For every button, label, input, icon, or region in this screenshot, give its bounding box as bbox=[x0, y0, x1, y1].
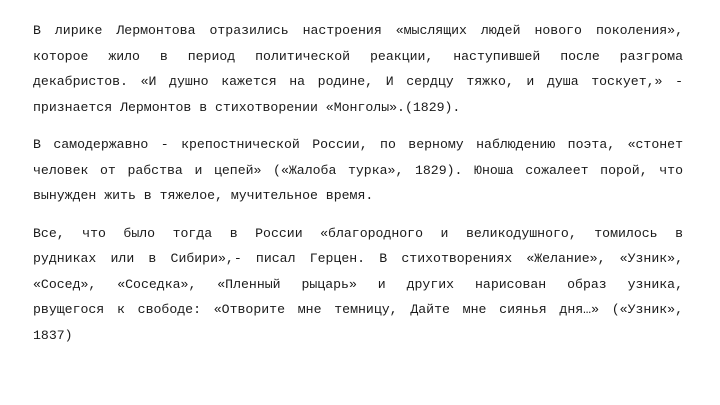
text-line: признается Лермонтов в стихотворении «Монголы».(1829). bbox=[33, 99, 461, 115]
text-line: «Сосед», «Соседка», «Пленный рыцарь» и других нарисован образ узника, bbox=[33, 276, 683, 292]
text-line: В самодержавно - крепостнической России, по верному наблюдению поэта, «стонет bbox=[33, 137, 683, 152]
text-line: которое жило в период политической реакции, наступившей после разгрома bbox=[33, 48, 683, 64]
text-line: человек от рабства и цепей» («Жалоба турка», 1829). Юноша сожалеет порой, что bbox=[33, 162, 683, 178]
paragraph-1 bbox=[33, 18, 683, 120]
text-line: Все, что было тогда в России «благородного и великодушного, томилось в bbox=[33, 225, 683, 241]
paragraph-2 bbox=[33, 132, 683, 209]
text-line: 1837) bbox=[33, 327, 73, 343]
paragraph-3 bbox=[33, 221, 683, 349]
text-line: рудниках или в Сибири»,- писал Герцен. В стихотворениях «Желание», «Узник», bbox=[33, 251, 683, 266]
text-line: В лирике Лермонтова отразились настроения «мыслящих людей нового поколения», bbox=[33, 23, 683, 38]
text-line: декабристов. «И душно кажется на родине, И сердцу тяжко, и душа тоскует,» - bbox=[33, 74, 683, 89]
text-line: рвущегося к свободе: «Отворите мне темницу, Дайте мне сиянья дня…» («Узник», bbox=[33, 302, 683, 317]
text-line: вынужден жить в тяжелое, мучительное время. bbox=[33, 188, 374, 203]
document-body bbox=[33, 18, 683, 360]
